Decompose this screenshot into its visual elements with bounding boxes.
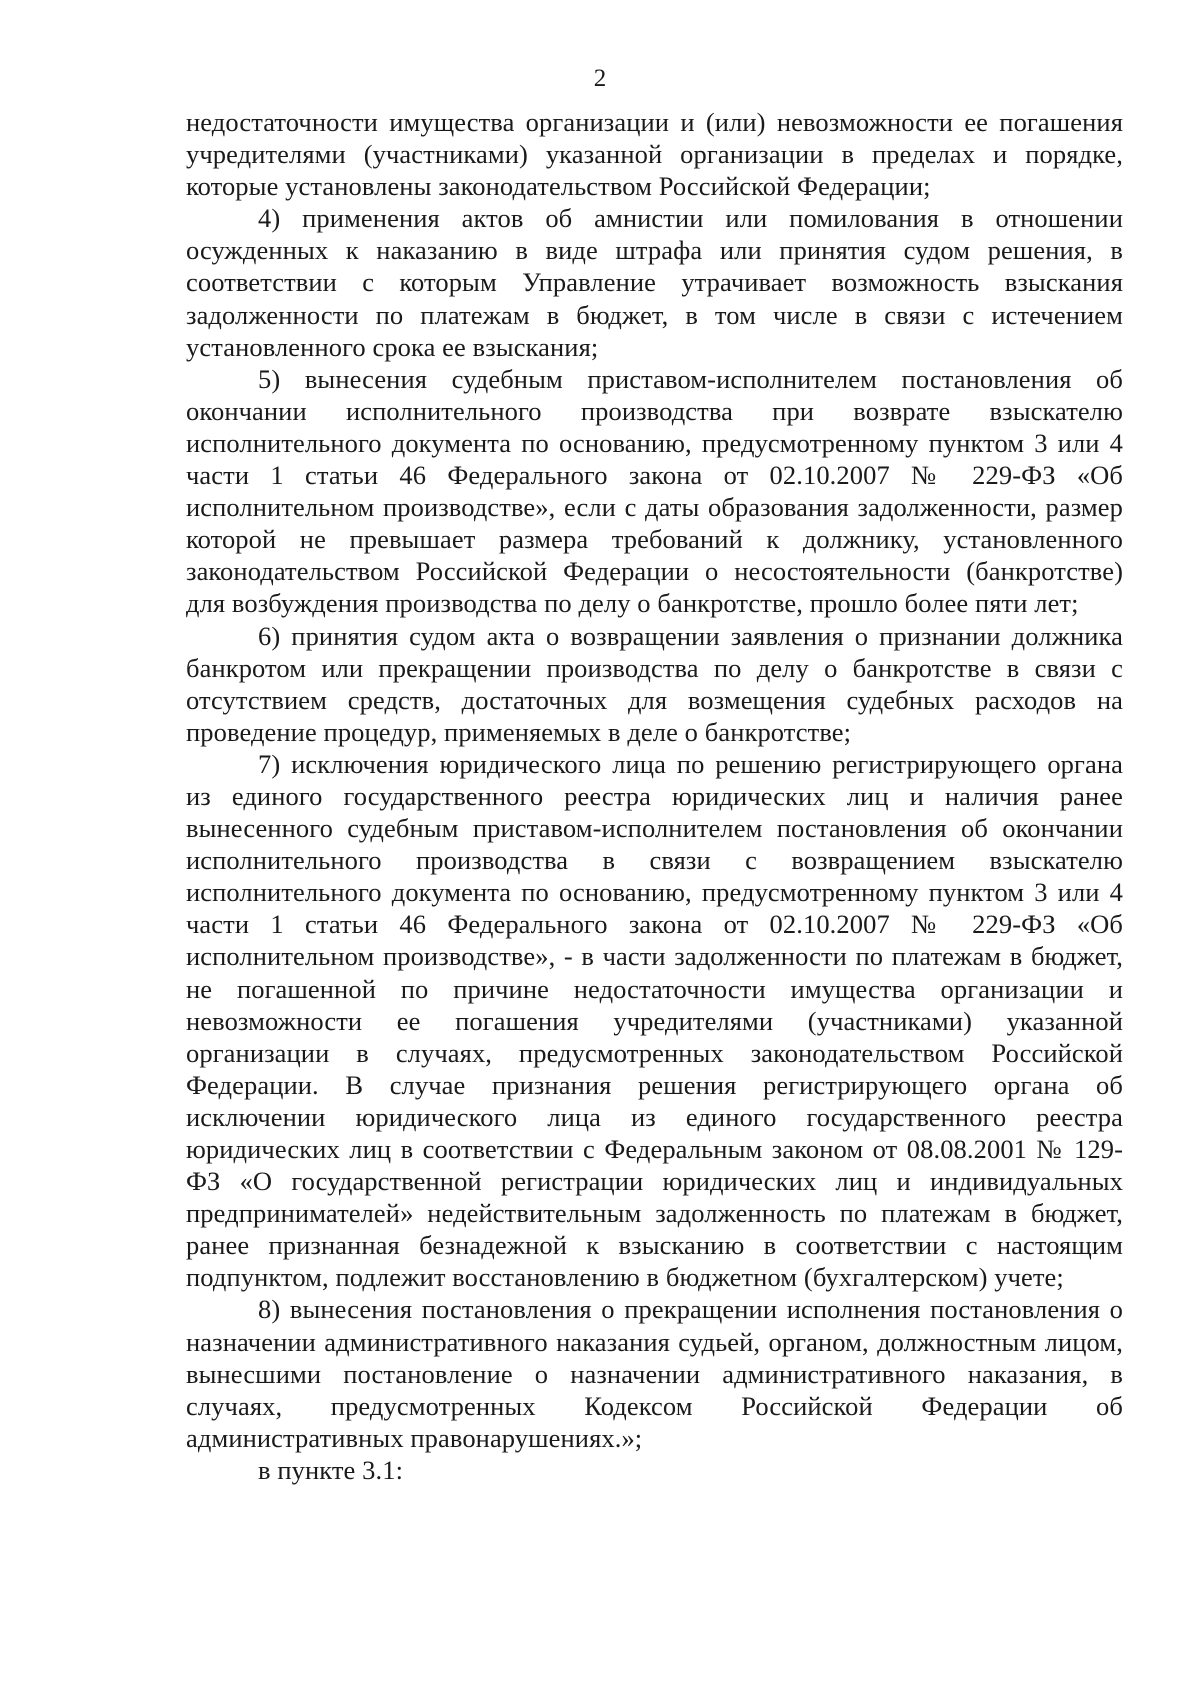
paragraph-closing: в пункте 3.1:	[258, 1454, 404, 1485]
page-number: 2	[593, 65, 607, 92]
document-body	[186, 106, 1123, 1486]
paragraph-continuation: недостаточности имущества организации и (или) невозможности ее погашения учредителями (участниками) указанной организации в пределах и порядке, которые установлены законодательством Российской Федерации;	[186, 107, 1123, 202]
paragraph-item-7: 7) исключения юридического лица по решению регистрирующего органа из единого государственного реестра юридических лиц и наличия ранее вынесенного судебным приставом-исполнителем постановления об окончании исполнительного производства в связи с возвращением взыскателю исполнительного документа по основанию, предусмотренному пунктом 3 или 4 части 1 статьи 46 Федерального закона от 02.10.2007 № 229-ФЗ «Об исполнительном производстве», - в части задолженности по платежам в бюджет, не погашенной по причине недостаточности имущества организации и невозможности ее погашения учредителями (участниками) указанной организации в случаях, предусмотренных законодательством Российской Федерации. В случае признания решения регистрирующего органа об исключении юридического лица из единого государственного реестра юридических лиц в соответствии с Федеральным законом от 08.08.2001 № 129-ФЗ «О государственной регистрации юридических лиц и индивидуальных предпринимателей» недействительным задолженность по платежам в бюджет, ранее признанная безнадежной к взысканию в соответствии с настоящим подпунктом, подлежит восстановлению в бюджетном (бухгалтерском) учете;	[186, 748, 1123, 1293]
paragraph-item-4: 4) применения актов об амнистии или помилования в отношении осужденных к наказанию в виде штрафа или принятия судом решения, в соответствии с которым Управление утрачивает возможность взыскания задолженности по платежам в бюджет, в том числе в связи с истечением установленного срока ее взыскания;	[186, 203, 1123, 362]
paragraph-item-5: 5) вынесения судебным приставом-исполнителем постановления об окончании исполнительного производства при возврате взыскателю исполнительного документа по основанию, предусмотренному пунктом 3 или 4 части 1 статьи 46 Федерального закона от 02.10.2007 № 229-ФЗ «Об исполнительном производстве», если с даты образования задолженности, размер которой не превышает размера требований к должнику, установленного законодательством Российской Федерации о несостоятельности (банкротстве) для возбуждения производства по делу о банкротстве, прошло более пяти лет;	[186, 363, 1123, 619]
paragraph-item-6: 6) принятия судом акта о возвращении заявления о признании должника банкротом или прекращении производства по делу о банкротстве в связи с отсутствием средств, достаточных для возмещения судебных расходов на проведение процедур, применяемых в деле о банкротстве;	[186, 620, 1123, 747]
paragraph-item-8: 8) вынесения постановления о прекращении исполнения постановления о назначении административного наказания судьей, органом, должностным лицом, вынесшими постановление о назначении административного наказания, в случаях, предусмотренных Кодексом Российской Федерации об административных правонарушениях.»;	[186, 1294, 1123, 1453]
